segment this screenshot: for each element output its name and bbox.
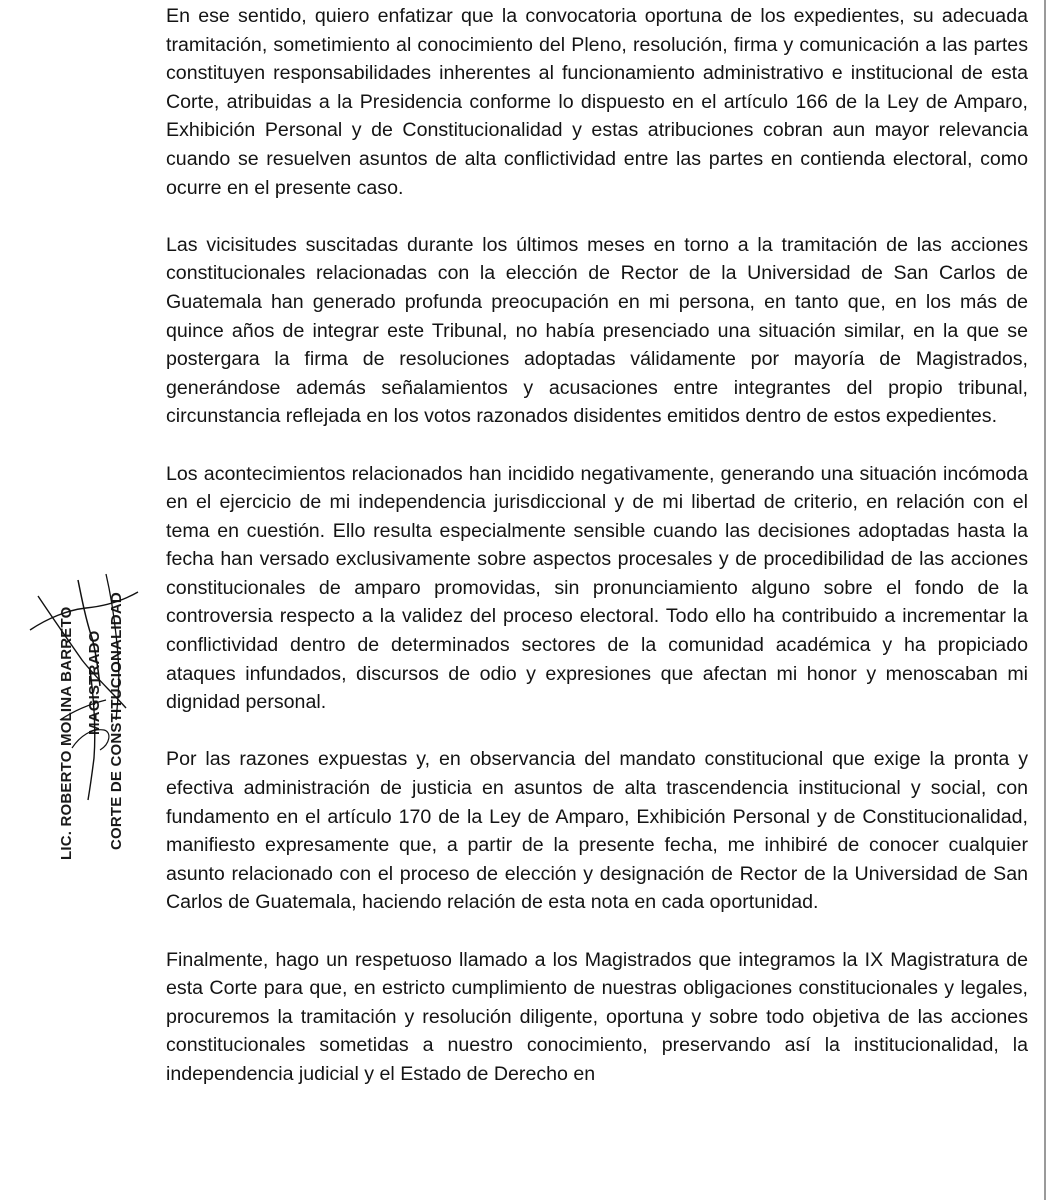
paragraph-4: Por las razones expuestas y, en observancia del mandato constitucional que exige la pronta y efectiva administración de justicia en asuntos de alta trascendencia institucional y social, con fundamento en el artículo 170 de la Ley de Amparo, Exhibición Personal y de Constitucionalidad, manifiesto expresamente que, a partir de la presente fecha, me inhibiré de conocer cualquier asunto relacionado con el proceso de elección y designación de Rector de la Universidad de San Carlos de Guatemala, haciendo relación de esta nota en cada oportunidad. [166, 748, 1028, 914]
paragraph-3: Los acontecimientos relacionados han incidido negativamente, generando una situación incómoda en el ejercicio de mi independencia jurisdiccional y de mi libertad de criterio, en relación con el tema en cuestión. Ello resulta especialmente sensible cuando las decisiones adoptadas hasta la fecha han versado exclusivamente sobre aspectos procesales y de procedibilidad de las acciones constitucionales de amparo promovidas, sin pronunciamiento alguno sobre el fondo de la controversia respecto a la validez del proceso electoral. Todo ello ha contribuido a incrementar la conflictividad dentro de determinados sectores de la comunidad académica y ha propiciado ataques infundados, discursos de odio y expresiones que afectan mi honor y menoscaban mi dignidad personal. [166, 462, 1028, 714]
stamp-court-line: CORTE DE CONSTITUCIONALIDAD [108, 592, 125, 850]
paragraph-2: Las vicisitudes suscitadas durante los últimos meses en torno a la tramitación de las acciones constitucionales relacionadas con la elección de Rector de la Universidad de San Carlos de Guatemala han generado profunda preocupación en mi persona, en tanto que, en los más de quince años de integrar este Tribunal, no había presenciado una situación similar, en la que se postergara la firma de resoluciones adoptadas válidamente por mayoría de Magistrados, generándose además señalamientos y acusaciones entre integrantes del propio tribunal, circunstancia reflejada en los votos razonados disidentes emitidos dentro de estos expedientes. [166, 233, 1028, 428]
paragraph-5: Finalmente, hago un respetuoso llamado a los Magistrados que integramos la IX Magistratura de esta Corte para que, en estricto cumplimiento de nuestras obligaciones constitucionales y legales, procuremos la tramitación y resolución diligente, oportuna y sobre todo objetiva de las acciones constitucionales sometidas a nuestro conocimiento, preservando así la institucionalidad, la independencia judicial y el Estado de Derecho en [166, 948, 1028, 1085]
handwritten-signature [20, 560, 170, 890]
magistrate-stamp [20, 560, 170, 890]
stamp-name-line: LIC. ROBERTO MOLINA BARRETO [58, 606, 75, 860]
paragraph-1: En ese sentido, quiero enfatizar que la convocatoria oportuna de los expedientes, su adecuada tramitación, sometimiento al conocimiento del Pleno, resolución, firma y comunicación a las partes constituyen responsabilidades inherentes al funcionamiento administrativo e institucional de esta Corte, atribuidas a la Presidencia conforme lo dispuesto en el artículo 166 de la Ley de Amparo, Exhibición Personal y de Constitucionalidad y estas atribuciones cobran aun mayor relevancia cuando se resuelven asuntos de alta conflictividad entre las partes en contienda electoral, como ocurre en el presente caso. [166, 5, 1028, 199]
stamp-title-line: MAGISTRADO [86, 630, 103, 735]
document-body [166, 2, 1028, 1117]
